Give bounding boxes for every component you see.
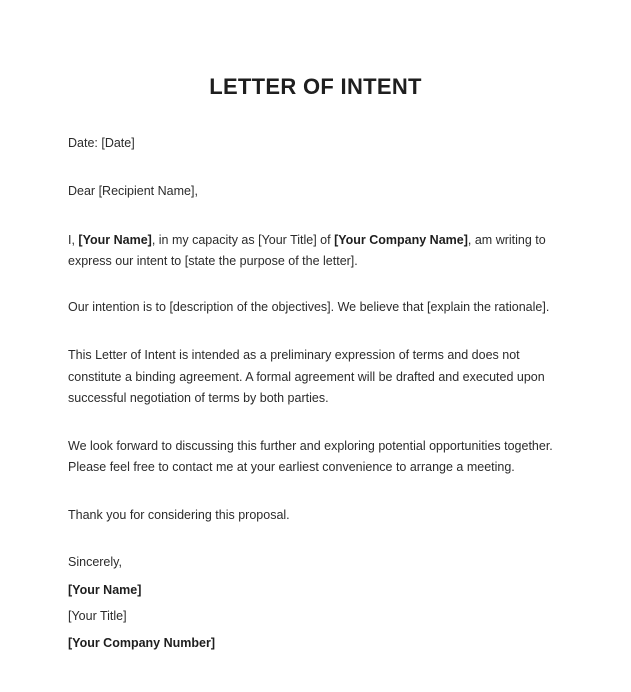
- closing: Sincerely,: [68, 555, 122, 569]
- company-name-placeholder: [Your Company Name]: [334, 233, 468, 247]
- paragraph-3-line-2: constitute a binding agreement. A formal agreement will be drafted and executed upon: [68, 370, 545, 384]
- your-name-placeholder: [Your Name]: [78, 233, 152, 247]
- text: I,: [68, 233, 79, 247]
- signature-name: [Your Name]: [68, 583, 142, 597]
- paragraph-4-line-1: We look forward to discussing this further and exploring potential opportunities together.: [68, 439, 553, 453]
- paragraph-1-line-2: express our intent to [state the purpose of the letter].: [68, 254, 358, 268]
- paragraph-4-line-2: Please feel free to contact me at your earliest convenience to arrange a meeting.: [68, 460, 515, 474]
- text: , am writing to: [467, 233, 546, 247]
- paragraph-3-line-1: This Letter of Intent is intended as a preliminary expression of terms and does not: [68, 348, 520, 362]
- paragraph-3-line-3: successful negotiation of terms by both parties.: [68, 391, 329, 405]
- document-title: LETTER OF INTENT: [209, 74, 422, 99]
- paragraph-2: Our intention is to [description of the objectives]. We believe that [explain the rationale].: [68, 300, 550, 314]
- salutation: Dear [Recipient Name],: [68, 184, 198, 198]
- paragraph-1-line-1: [68, 230, 546, 251]
- date-line: Date: [Date]: [68, 136, 135, 150]
- signature-title: [Your Title]: [68, 609, 127, 623]
- text: , in my capacity as [Your Title] of: [151, 233, 335, 247]
- thanks-line: Thank you for considering this proposal.: [68, 508, 290, 522]
- signature-company: [Your Company Number]: [68, 636, 215, 650]
